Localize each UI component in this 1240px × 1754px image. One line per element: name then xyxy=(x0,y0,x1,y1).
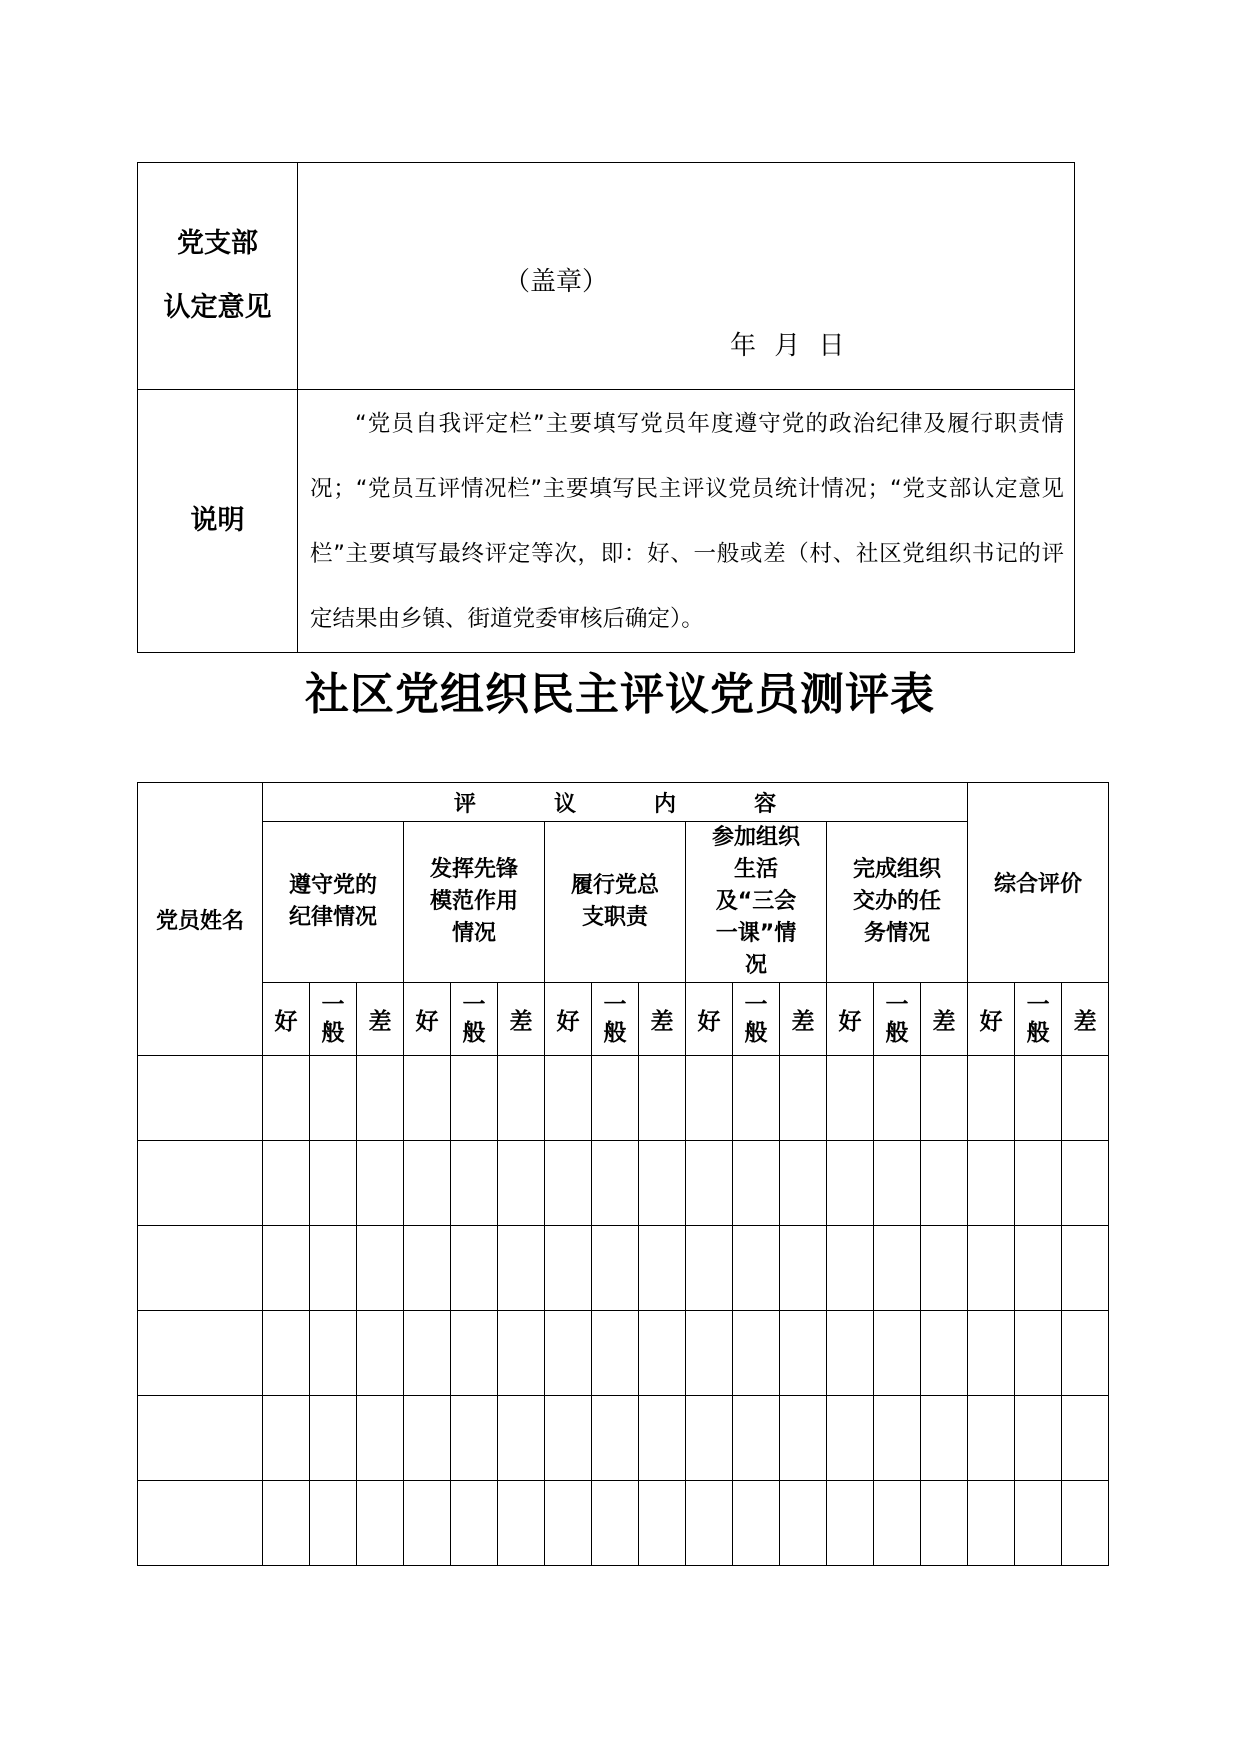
grade-header-good xyxy=(968,983,1015,1056)
rating-cell[interactable] xyxy=(263,1481,310,1566)
rating-cell[interactable] xyxy=(733,1396,780,1481)
rating-cell[interactable] xyxy=(263,1056,310,1141)
grade-label: 好 xyxy=(838,1008,862,1035)
grade-header-average xyxy=(451,983,498,1056)
rating-cell[interactable] xyxy=(639,1226,686,1311)
rating-cell[interactable] xyxy=(733,1226,780,1311)
rating-cell[interactable] xyxy=(263,1311,310,1396)
content-header: 评 议 内 容 xyxy=(263,783,968,822)
rating-cell[interactable] xyxy=(639,1481,686,1566)
rating-cell[interactable] xyxy=(545,1311,592,1396)
rating-cell[interactable] xyxy=(1015,1311,1062,1396)
category-label: 完成组织交办的任务情况 xyxy=(853,857,942,946)
rating-cell[interactable] xyxy=(639,1141,686,1226)
rating-cell[interactable] xyxy=(357,1226,404,1311)
grade-header-good xyxy=(545,983,592,1056)
rating-cell[interactable] xyxy=(357,1311,404,1396)
rating-cell[interactable] xyxy=(263,1226,310,1311)
evaluation-body xyxy=(138,1056,1109,1566)
grade-header-average xyxy=(1015,983,1062,1056)
grade-label: 一般 xyxy=(885,992,909,1046)
rating-cell[interactable] xyxy=(968,1056,1015,1141)
rating-cell[interactable] xyxy=(827,1226,874,1311)
evaluation-table xyxy=(137,782,1109,1566)
rating-cell[interactable] xyxy=(733,1481,780,1566)
member-name-cell[interactable] xyxy=(138,1226,263,1311)
rating-cell[interactable] xyxy=(968,1311,1015,1396)
grade-label: 一般 xyxy=(744,992,768,1046)
header-row-grades xyxy=(138,983,1109,1056)
rating-cell[interactable] xyxy=(310,1056,357,1141)
member-name-cell[interactable] xyxy=(138,1311,263,1396)
category-header-2 xyxy=(404,822,545,983)
rating-cell[interactable] xyxy=(451,1141,498,1226)
grade-label: 好 xyxy=(415,1008,439,1035)
rating-cell[interactable] xyxy=(404,1396,451,1481)
rating-cell[interactable] xyxy=(1062,1481,1109,1566)
rating-cell[interactable] xyxy=(686,1141,733,1226)
rating-cell[interactable] xyxy=(592,1396,639,1481)
category-header-1 xyxy=(263,822,404,983)
grade-header-good xyxy=(404,983,451,1056)
rating-cell[interactable] xyxy=(1062,1056,1109,1141)
grade-label: 差 xyxy=(932,1008,956,1035)
rating-cell[interactable] xyxy=(545,1481,592,1566)
rating-cell[interactable] xyxy=(451,1056,498,1141)
grade-header-average xyxy=(874,983,921,1056)
rating-cell[interactable] xyxy=(404,1481,451,1566)
rating-cell[interactable] xyxy=(498,1481,545,1566)
rating-cell[interactable] xyxy=(592,1056,639,1141)
table-row xyxy=(138,1056,1109,1141)
rating-cell[interactable] xyxy=(1015,1481,1062,1566)
rating-cell[interactable] xyxy=(592,1311,639,1396)
opinion-table xyxy=(137,162,1075,653)
rating-cell[interactable] xyxy=(404,1056,451,1141)
grade-header-poor xyxy=(639,983,686,1056)
category-label: 发挥先锋模范作用情况 xyxy=(429,857,518,946)
grade-label: 差 xyxy=(650,1008,674,1035)
rating-cell[interactable] xyxy=(451,1311,498,1396)
rating-cell[interactable] xyxy=(498,1311,545,1396)
grade-header-poor xyxy=(357,983,404,1056)
grade-label: 一般 xyxy=(603,992,627,1046)
rating-cell[interactable] xyxy=(310,1141,357,1226)
rating-cell[interactable] xyxy=(310,1311,357,1396)
rating-cell[interactable] xyxy=(545,1056,592,1141)
rating-cell[interactable] xyxy=(357,1481,404,1566)
category-header-3 xyxy=(545,822,686,983)
rating-cell[interactable] xyxy=(592,1226,639,1311)
rating-cell[interactable] xyxy=(921,1141,968,1226)
header-row-categories xyxy=(138,822,1109,983)
rating-cell[interactable] xyxy=(968,1396,1015,1481)
grade-label: 差 xyxy=(509,1008,533,1035)
grade-label: 好 xyxy=(979,1008,1003,1035)
rating-cell[interactable] xyxy=(498,1226,545,1311)
rating-cell[interactable] xyxy=(451,1481,498,1566)
member-name-header: 党员姓名 xyxy=(138,783,263,1056)
rating-cell[interactable] xyxy=(921,1481,968,1566)
table-row xyxy=(138,1396,1109,1481)
form-title: 社区党组织民主评议党员测评表 xyxy=(305,669,935,720)
rating-cell[interactable] xyxy=(827,1311,874,1396)
grade-header-average xyxy=(592,983,639,1056)
grade-label: 一般 xyxy=(462,992,486,1046)
grade-header-poor xyxy=(780,983,827,1056)
member-name-cell[interactable] xyxy=(138,1481,263,1566)
grade-header-average xyxy=(310,983,357,1056)
grade-header-good xyxy=(263,983,310,1056)
rating-cell[interactable] xyxy=(1062,1311,1109,1396)
note-cell xyxy=(298,390,1075,653)
rating-cell[interactable] xyxy=(498,1141,545,1226)
rating-cell[interactable] xyxy=(357,1056,404,1141)
rating-cell[interactable] xyxy=(545,1396,592,1481)
rating-cell[interactable] xyxy=(827,1056,874,1141)
rating-cell[interactable] xyxy=(686,1056,733,1141)
rating-cell[interactable] xyxy=(1015,1056,1062,1141)
grade-header-average xyxy=(733,983,780,1056)
rating-cell[interactable] xyxy=(545,1141,592,1226)
table-row xyxy=(138,1481,1109,1566)
rating-cell[interactable] xyxy=(921,1396,968,1481)
rating-cell[interactable] xyxy=(1015,1226,1062,1311)
rating-cell[interactable] xyxy=(498,1396,545,1481)
rating-cell[interactable] xyxy=(968,1141,1015,1226)
rating-cell[interactable] xyxy=(827,1396,874,1481)
rating-cell[interactable] xyxy=(310,1226,357,1311)
grade-label: 差 xyxy=(1073,1008,1097,1035)
grade-label: 好 xyxy=(697,1008,721,1035)
rating-cell[interactable] xyxy=(639,1056,686,1141)
rating-cell[interactable] xyxy=(968,1481,1015,1566)
rating-cell[interactable] xyxy=(639,1396,686,1481)
member-name-cell[interactable] xyxy=(138,1056,263,1141)
rating-cell[interactable] xyxy=(357,1396,404,1481)
header-row-content xyxy=(138,783,1109,822)
branch-opinion-field[interactable] xyxy=(298,163,1075,390)
rating-cell[interactable] xyxy=(404,1226,451,1311)
rating-cell[interactable] xyxy=(874,1396,921,1481)
grade-header-poor xyxy=(1062,983,1109,1056)
branch-label-line2: 认定意见 xyxy=(163,292,272,323)
rating-cell[interactable] xyxy=(686,1311,733,1396)
rating-cell[interactable] xyxy=(451,1396,498,1481)
rating-cell[interactable] xyxy=(780,1056,827,1141)
note-text: “党员自我评定栏”主要填写党员年度遵守党的政治纪律及履行职责情况；“党员互评情况栏”主要填写民主评议党员统计情况；“党支部认定意见栏”主要填写最终评定等次，即：好、一般或差（村、社区党组织书记的评定结果由乡镇、街道党委审核后确定）。 xyxy=(310,411,1064,632)
rating-cell[interactable] xyxy=(733,1141,780,1226)
rating-cell[interactable] xyxy=(686,1481,733,1566)
rating-cell[interactable] xyxy=(921,1226,968,1311)
rating-cell[interactable] xyxy=(1015,1396,1062,1481)
grade-label: 差 xyxy=(368,1008,392,1035)
rating-cell[interactable] xyxy=(639,1311,686,1396)
rating-cell[interactable] xyxy=(780,1226,827,1311)
opinion-row xyxy=(138,163,1075,390)
seal-text: （盖章） xyxy=(504,267,609,297)
rating-cell[interactable] xyxy=(310,1396,357,1481)
rating-cell[interactable] xyxy=(357,1141,404,1226)
rating-cell[interactable] xyxy=(733,1056,780,1141)
category-label: 参加组织生活及“三会一课”情况 xyxy=(711,825,800,978)
rating-cell[interactable] xyxy=(733,1311,780,1396)
rating-cell[interactable] xyxy=(404,1311,451,1396)
rating-cell[interactable] xyxy=(874,1056,921,1141)
category-label: 遵守党的纪律情况 xyxy=(288,873,377,930)
grade-label: 差 xyxy=(791,1008,815,1035)
rating-cell[interactable] xyxy=(1062,1226,1109,1311)
rating-cell[interactable] xyxy=(263,1396,310,1481)
category-header-4 xyxy=(686,822,827,983)
grade-header-good xyxy=(827,983,874,1056)
rating-cell[interactable] xyxy=(1062,1141,1109,1226)
table-row xyxy=(138,1226,1109,1311)
rating-cell[interactable] xyxy=(874,1311,921,1396)
note-label: 说明 xyxy=(138,390,298,653)
grade-header-good xyxy=(686,983,733,1056)
category-label: 履行党总支职责 xyxy=(570,873,659,930)
grade-header-poor xyxy=(921,983,968,1056)
rating-cell[interactable] xyxy=(921,1311,968,1396)
rating-cell[interactable] xyxy=(827,1481,874,1566)
table-row xyxy=(138,1311,1109,1396)
rating-cell[interactable] xyxy=(780,1396,827,1481)
rating-cell[interactable] xyxy=(874,1141,921,1226)
grade-header-poor xyxy=(498,983,545,1056)
grade-label: 好 xyxy=(556,1008,580,1035)
category-header-5 xyxy=(827,822,968,983)
member-name-cell[interactable] xyxy=(138,1141,263,1226)
rating-cell[interactable] xyxy=(968,1226,1015,1311)
overall-header: 综合评价 xyxy=(968,783,1109,983)
grade-label: 一般 xyxy=(1026,992,1050,1046)
rating-cell[interactable] xyxy=(686,1396,733,1481)
note-row xyxy=(138,390,1075,653)
rating-cell[interactable] xyxy=(1062,1396,1109,1481)
rating-cell[interactable] xyxy=(780,1481,827,1566)
rating-cell[interactable] xyxy=(545,1226,592,1311)
grade-label: 好 xyxy=(274,1008,298,1035)
rating-cell[interactable] xyxy=(592,1481,639,1566)
rating-cell[interactable] xyxy=(1015,1141,1062,1226)
grade-label: 一般 xyxy=(321,992,345,1046)
rating-cell[interactable] xyxy=(263,1141,310,1226)
rating-cell[interactable] xyxy=(404,1141,451,1226)
rating-cell[interactable] xyxy=(921,1056,968,1141)
rating-cell[interactable] xyxy=(451,1226,498,1311)
branch-label-line1: 党支部 xyxy=(177,228,258,259)
branch-opinion-label xyxy=(138,163,298,390)
date-text: 年 月 日 xyxy=(730,331,845,361)
rating-cell[interactable] xyxy=(780,1141,827,1226)
rating-cell[interactable] xyxy=(874,1481,921,1566)
rating-cell[interactable] xyxy=(592,1141,639,1226)
member-name-cell[interactable] xyxy=(138,1396,263,1481)
rating-cell[interactable] xyxy=(498,1056,545,1141)
rating-cell[interactable] xyxy=(686,1226,733,1311)
table-row xyxy=(138,1141,1109,1226)
rating-cell[interactable] xyxy=(310,1481,357,1566)
rating-cell[interactable] xyxy=(780,1311,827,1396)
rating-cell[interactable] xyxy=(827,1141,874,1226)
rating-cell[interactable] xyxy=(874,1226,921,1311)
